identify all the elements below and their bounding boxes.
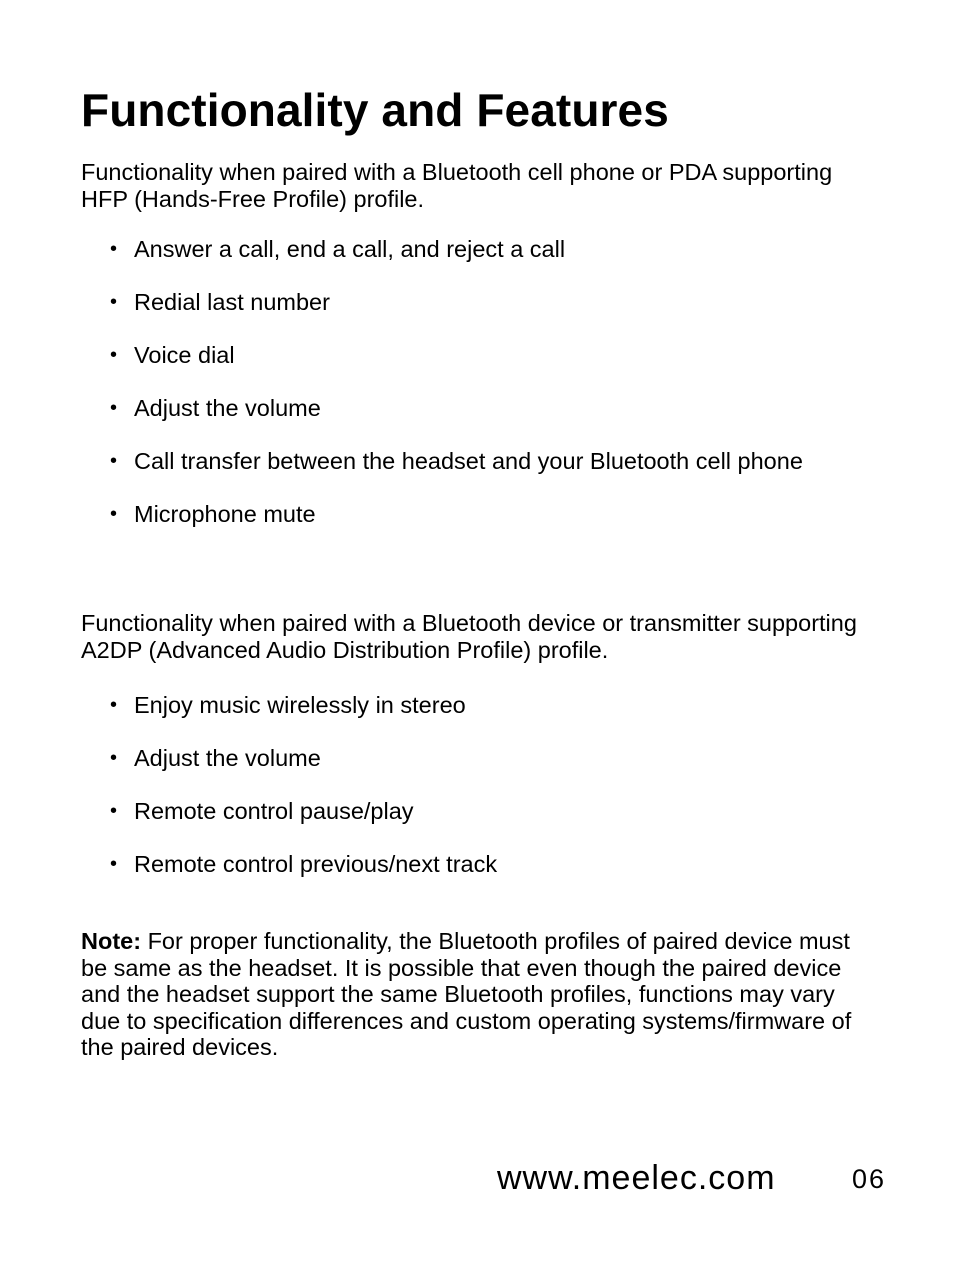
- bullet-icon: •: [110, 853, 118, 875]
- page-number: 06: [852, 1164, 887, 1194]
- list-item: [81, 501, 841, 528]
- list-item-text: Remote control pause/play: [134, 798, 414, 824]
- list-item-text: Microphone mute: [134, 501, 316, 527]
- bullet-icon: •: [110, 291, 118, 313]
- list-item-text: Voice dial: [134, 342, 235, 368]
- note-paragraph: [81, 928, 871, 1061]
- list-item-text: Adjust the volume: [134, 395, 321, 421]
- list-item: [81, 342, 841, 369]
- bullet-icon: •: [110, 344, 118, 366]
- hfp-feature-list: [81, 236, 841, 554]
- bullet-icon: •: [110, 503, 118, 525]
- list-item: [81, 236, 841, 263]
- list-item-text: Remote control previous/next track: [134, 851, 498, 877]
- page-title: Functionality and Features: [81, 84, 669, 136]
- list-item-text: Redial last number: [134, 289, 330, 315]
- list-item: [81, 448, 841, 475]
- bullet-icon: •: [110, 238, 118, 260]
- note-text: For proper functionality, the Bluetooth profiles of paired device must be same as the headset. It is possible that even though the paired device and the headset support the same Bluetooth profiles, functions may vary due to specification differences and custom operating systems/firmware of the paired devices.: [81, 928, 852, 1060]
- bullet-icon: •: [110, 450, 118, 472]
- hfp-intro: Functionality when paired with a Bluetooth cell phone or PDA supporting HFP (Hands-Free Profile) profile.: [81, 159, 833, 212]
- list-item: [81, 745, 841, 772]
- bullet-icon: •: [110, 800, 118, 822]
- bullet-icon: •: [110, 747, 118, 769]
- website-url: www.meelec.com: [497, 1159, 776, 1197]
- a2dp-intro: Functionality when paired with a Bluetooth device or transmitter supporting A2DP (Advanced Audio Distribution Profile) profile.: [81, 610, 857, 663]
- list-item: [81, 798, 841, 825]
- list-item: [81, 851, 841, 878]
- a2dp-feature-list: [81, 692, 841, 904]
- note-label: Note:: [81, 928, 142, 954]
- list-item-text: Enjoy music wirelessly in stereo: [134, 692, 466, 718]
- list-item: [81, 289, 841, 316]
- list-item-text: Answer a call, end a call, and reject a call: [134, 236, 566, 262]
- bullet-icon: •: [110, 694, 118, 716]
- list-item-text: Adjust the volume: [134, 745, 321, 771]
- bullet-icon: •: [110, 397, 118, 419]
- list-item-text: Call transfer between the headset and your Bluetooth cell phone: [134, 448, 803, 474]
- list-item: [81, 395, 841, 422]
- list-item: [81, 692, 841, 719]
